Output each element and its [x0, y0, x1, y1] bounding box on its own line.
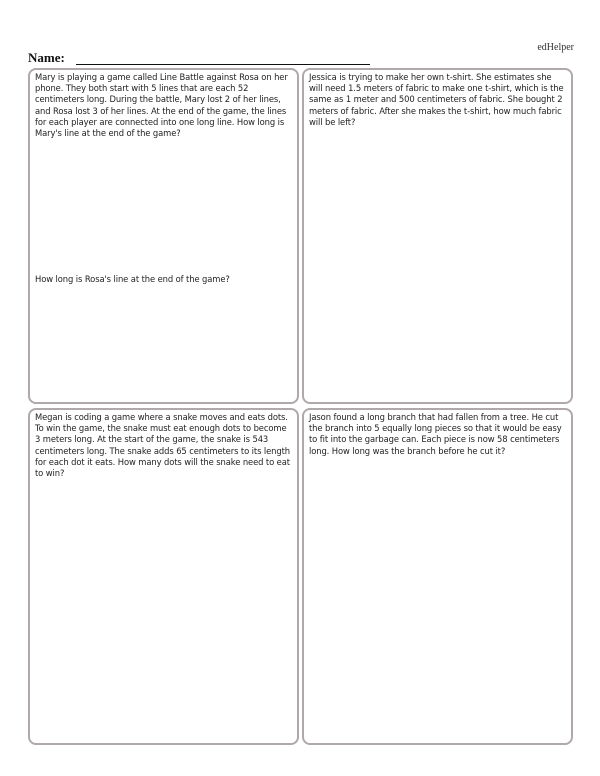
problem-box-2[interactable]: [302, 68, 573, 404]
problem-box-4[interactable]: [302, 408, 573, 745]
name-label: Name:: [28, 50, 65, 65]
name-input-line[interactable]: [76, 64, 370, 65]
problem-4-text: Jason found a long branch that had fallen from a tree. He cut the branch into 5 equally long pieces so that it would be easy to fit into the garbage can. Each piece is now 58 centimeters long. How long was the branch before he cut it?: [309, 412, 562, 456]
problem-1-text: Mary is playing a game called Line Battle against Rosa on her phone. They both start with 5 lines that are each 52 centimeters long. During the battle, Mary lost 2 of her lines, and Rosa lost 3 of her lines. At the end of the game, the lines for each player are connected into one long line. How long is Mary's line at the end of the game?: [35, 72, 288, 139]
problem-1-followup: How long is Rosa's line at the end of the game?: [35, 274, 230, 284]
brand-label: edHelper: [537, 42, 574, 53]
problem-box-3[interactable]: [28, 408, 299, 745]
problem-2-text: Jessica is trying to make her own t-shirt. She estimates she will need 1.5 meters of fabric to make one t-shirt, which is the same as 1 meter and 500 centimeters of fabric. She bought 2 meters of fabric. After she makes the t-shirt, how much fabric will be left?: [309, 72, 564, 127]
problem-3-text: Megan is coding a game where a snake moves and eats dots. To win the game, the snake must eat enough dots to become 3 meters long. At the start of the game, the snake is 543 centimeters long. The snake adds 65 centimeters to its length for each dot it eats. How many dots will the snake need to eat to win?: [35, 412, 291, 479]
problem-box-1[interactable]: [28, 68, 299, 404]
